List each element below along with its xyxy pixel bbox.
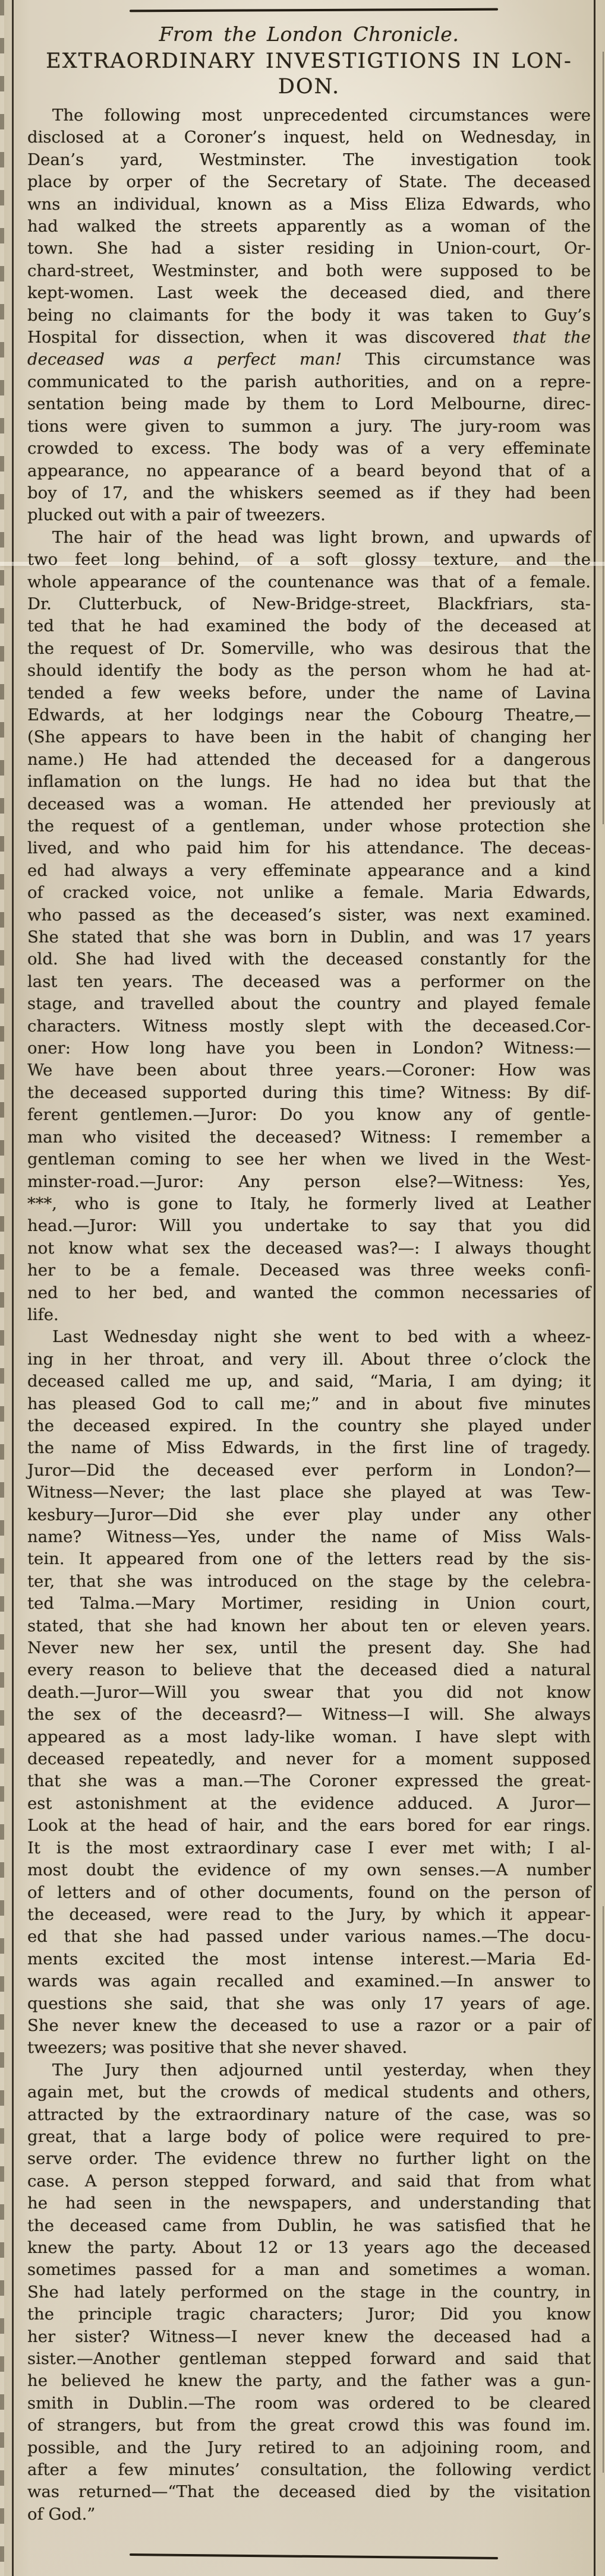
text-line: most doubt the evidence of my own senses.—A number [27, 1860, 591, 1880]
text-line: every reason to believe that the deceased died a natural [27, 1660, 591, 1680]
text-line: ed that she had passed under various names.—The docu- [27, 1927, 591, 1947]
paragraph-4 [27, 2059, 591, 2526]
text-line: deceased repeatedly, and never for a moment supposed [27, 1749, 591, 1769]
text-line: was returned—“That the deceased died by the visitation [27, 2482, 591, 2502]
text-line: serve order. The evidence threw no further light on the [27, 2149, 591, 2169]
text-line: that she was a man.—The Coroner expressed the great- [27, 1771, 591, 1791]
text-line: kept-women. Last week the deceased died, and there [27, 283, 591, 303]
text-line: again met, but the crowds of medical students and others, [27, 2083, 591, 2102]
text-line: ted that he had examined the body of the deceased at [27, 616, 591, 636]
italic-emphasis: that the [512, 328, 591, 347]
text-line: ments excited the most intense interest.—Maria Ed- [27, 1949, 591, 1969]
text-line: ing in her throat, and very ill. About three o’clock the [27, 1349, 591, 1369]
text-line [27, 327, 591, 349]
text-line: inflamation on the lungs. He had no idea but that the [27, 772, 591, 792]
text-line: ed had always a very effeminate appearance and a kind [27, 860, 591, 880]
paragraph-3 [27, 1326, 591, 2059]
headline [27, 49, 591, 100]
text-line: characters. Witness mostly slept with the deceased.Cor- [27, 1016, 591, 1036]
text-line: name.) He had attended the deceased for a dangerous [27, 749, 591, 769]
text-line: being no claimants for the body it was taken to Guy’s [27, 305, 591, 325]
text-line: boy of 17, and the whiskers seemed as if they had been [27, 483, 591, 502]
text-line: name? Witness—Yes, under the name of Miss Wals- [27, 1527, 591, 1546]
text-line: had walked the streets apparently as a woman of the [27, 217, 591, 236]
source-attribution: From the London Chronicle. [159, 23, 459, 46]
text-line: of God.” [27, 2504, 96, 2524]
text-line: of cracked voice, not unlike a female. Maria Edwards, [27, 883, 591, 903]
text-line: sometimes passed for a man and sometimes a woman. [27, 2260, 591, 2280]
text-line: of strangers, but from the great crowd this was found im. [27, 2416, 591, 2435]
text-line: her to be a female. Deceased was three weeks confi- [27, 1261, 591, 1280]
text-line: attracted by the extraordinary nature of the case, was so [27, 2105, 591, 2124]
text-line: case. A person stepped forward, and said that from what [27, 2171, 591, 2191]
text-line: the deceased supported during this time? Witness: By dif- [27, 1083, 591, 1102]
text-line: She stated that she was born in Dublin, and was 17 years [27, 928, 591, 947]
italic-emphasis: deceased was a perfect man! [27, 350, 342, 369]
text-line: The following most unprecedented circumstances were [52, 106, 591, 125]
text-line: Witness—Never; the last place she played at was Tew- [27, 1483, 591, 1502]
column-rule-right-outer-bottom [603, 1906, 604, 2473]
text-segment: This circumstance was [342, 350, 591, 369]
text-line: death.—Juror—Will you swear that you did not know [27, 1682, 591, 1702]
text-line: her sister? Witness—I never knew the deceased had a [27, 2327, 591, 2346]
text-line: ferent gentlemen.—Juror: Do you know any of gentle- [27, 1105, 591, 1125]
text-line: questions she said, that she was only 17 years of age. [27, 1993, 591, 2013]
text-line: sentation being made by them to Lord Melbourne, direc- [27, 394, 591, 414]
text-line: Last Wednesday night she went to bed with a wheez- [52, 1327, 591, 1347]
text-line: has pleased God to call me;” and in about five minutes [27, 1394, 591, 1413]
headline-line-1: EXTRAORDINARY INVESTIGTIONS IN LON- [46, 49, 572, 73]
text-line: after a few minutes’ consultation, the following verdict [27, 2460, 591, 2480]
text-line: gentleman coming to see her when we lived in the West- [27, 1150, 591, 1169]
text-line: tein. It appeared from one of the letters read by the sis- [27, 1549, 591, 1569]
text-line: minster-road.—Juror: Any person else?—Witness: Yes, [27, 1172, 591, 1191]
text-line: two feet long behind, of a soft glossy texture, and the [27, 550, 591, 569]
text-line: knew the party. About 12 or 13 years ago the deceased [27, 2238, 591, 2257]
text-line: last ten years. The deceased was a performer on the [27, 971, 591, 991]
text-line: the deceased expired. In the country she played under [27, 1416, 591, 1435]
article-body [27, 105, 591, 2526]
text-line: the request of a gentleman, under whose protection she [27, 817, 591, 836]
text-line: disclosed at a Coroner’s inquest, held on Wednesday, in [27, 128, 591, 147]
text-line: Edwards, at her lodgings near the Cobourg Theatre,— [27, 705, 591, 724]
text-line: appeared as a most lady-like woman. I have slept with [27, 1727, 591, 1746]
text-line: wns an individual, known as a Miss Eliza Edwards, who [27, 194, 591, 214]
text-line: the deceased came from Dublin, he was satisfied that he [27, 2216, 591, 2235]
text-line: tended a few weeks before, under the name of Lavina [27, 683, 591, 702]
text-segment: Hospital for dissection, when it was discovered [27, 328, 513, 347]
text-line: of letters and of other documents, found on the person of [27, 1882, 591, 1902]
text-line: plucked out with a pair of tweezers. [27, 505, 326, 525]
text-line: Dean’s yard, Westminster. The investigation took [27, 150, 591, 169]
text-line: wards was again recalled and examined.—In answer to [27, 1971, 591, 1991]
text-line: It is the most extraordinary case I ever met with; I al- [27, 1838, 591, 1857]
text-line: he had seen in the newspapers, and understanding that [27, 2194, 591, 2213]
text-line: deceased called me up, and said, “Maria, I am dying; it [27, 1372, 591, 1391]
text-line: crowded to excess. The body was of a very effeminate [27, 439, 591, 458]
text-line: possible, and the Jury retired to an adjoining room, and [27, 2438, 591, 2457]
text-line: chard-street, Westminster, and both were supposed to be [27, 261, 591, 280]
paragraph-1 [27, 105, 591, 527]
headline-line-2: DON. [278, 75, 341, 99]
paragraph-2 [27, 527, 591, 1327]
text-line: the request of Dr. Somerville, who was desirous that the [27, 638, 591, 658]
text-line: should identify the body as the person whom he had at- [27, 661, 591, 681]
text-line: who passed as the deceased’s sister, was next examined. [27, 905, 591, 925]
text-line: sister.—Another gentleman stepped forward and said that [27, 2349, 591, 2369]
bottom-divider-rule [130, 2553, 498, 2559]
text-line: head.—Juror: Will you undertake to say that you did [27, 1216, 591, 1236]
scan-edge-adjacent-column-fragments [0, 0, 4, 2576]
text-line: Look at the head of hair, and the ears bored for ear rings. [27, 1816, 591, 1836]
text-line: the principle tragic characters; Juror; Did you know [27, 2305, 591, 2324]
text-line: communicated to the parish authorities, and on a repre- [27, 372, 591, 391]
text-line: Dr. Clutterbuck, of New-Bridge-street, Blackfriars, sta- [27, 594, 591, 613]
text-line: Juror—Did the deceased ever perform in London?— [27, 1460, 591, 1480]
text-line: ter, that she was introduced on the stage by the celebra- [27, 1571, 591, 1591]
text-line: ***, who is gone to Italy, he formerly lived at Leather [27, 1194, 591, 1213]
text-line: not know what sex the deceased was?—: I always thought [27, 1238, 591, 1258]
text-line: The hair of the head was light brown, and upwards of [52, 527, 591, 547]
text-line: stated, that she had known her about ten or eleven years. [27, 1616, 591, 1635]
text-line: We have been about three years.—Coroner: How was [27, 1061, 591, 1080]
text-line: kesbury—Juror—Did she ever play under any other [27, 1505, 591, 1524]
text-line: the deceased, were read to the Jury, by which it appear- [27, 1904, 591, 1924]
text-line: lived, and who paid him for his attendance. The deceas- [27, 838, 591, 858]
text-line: tweezers; was positive that she never shaved. [27, 2038, 408, 2058]
text-line: he believed he knew the party, and the father was a gun- [27, 2371, 591, 2391]
article-column [27, 23, 591, 2526]
text-line: life. [27, 1305, 59, 1324]
text-line: man who visited the deceased? Witness: I remember a [27, 1127, 591, 1147]
text-line: ted Talma.—Mary Mortimer, residing in Union court, [27, 1594, 591, 1613]
top-divider-rule [130, 8, 498, 12]
text-line: She never knew the deceased to use a razor or a pair of [27, 2015, 591, 2035]
text-line: appearance, no appearance of a beard beyond that of a [27, 461, 591, 480]
text-line: The Jury then adjourned until yesterday, when they [52, 2060, 591, 2080]
text-line: deceased was a woman. He attended her previously at [27, 794, 591, 814]
text-line: (She appears to have been in the habit of changing her [27, 727, 591, 747]
text-line: tions were given to summon a jury. The jury-room was [27, 416, 591, 436]
text-line: great, that a large body of police were required to pre- [27, 2126, 591, 2146]
column-rule-left [12, 0, 14, 2576]
text-line: She had lately performed on the stage in the country, in [27, 2282, 591, 2302]
column-rule-right [594, 0, 595, 2576]
text-line: est astonishment at the evidence adduced. A Juror— [27, 1793, 591, 1813]
text-line: smith in Dublin.—The room was ordered to be cleared [27, 2393, 591, 2413]
text-line: oner: How long have you been in London? Witness:— [27, 1039, 591, 1058]
text-line [27, 349, 591, 371]
text-line: Never new her sex, until the present day. She had [27, 1638, 591, 1658]
text-line: old. She had lived with the deceased constantly for the [27, 950, 591, 969]
column-rule-right-outer-top [603, 52, 604, 824]
text-line: stage, and travelled about the country and played female [27, 994, 591, 1014]
text-line: the sex of the deceasrd?— Witness—I will. She always [27, 1705, 591, 1724]
text-line: ned to her bed, and wanted the common necessaries of [27, 1283, 591, 1302]
text-line: the name of Miss Edwards, in the first line of tragedy. [27, 1438, 591, 1458]
text-line: place by orper of the Secretary of State. The deceased [27, 172, 591, 192]
text-line: town. She had a sister residing in Union-court, Or- [27, 239, 591, 258]
text-line: whole appearance of the countenance was that of a female. [27, 572, 591, 591]
